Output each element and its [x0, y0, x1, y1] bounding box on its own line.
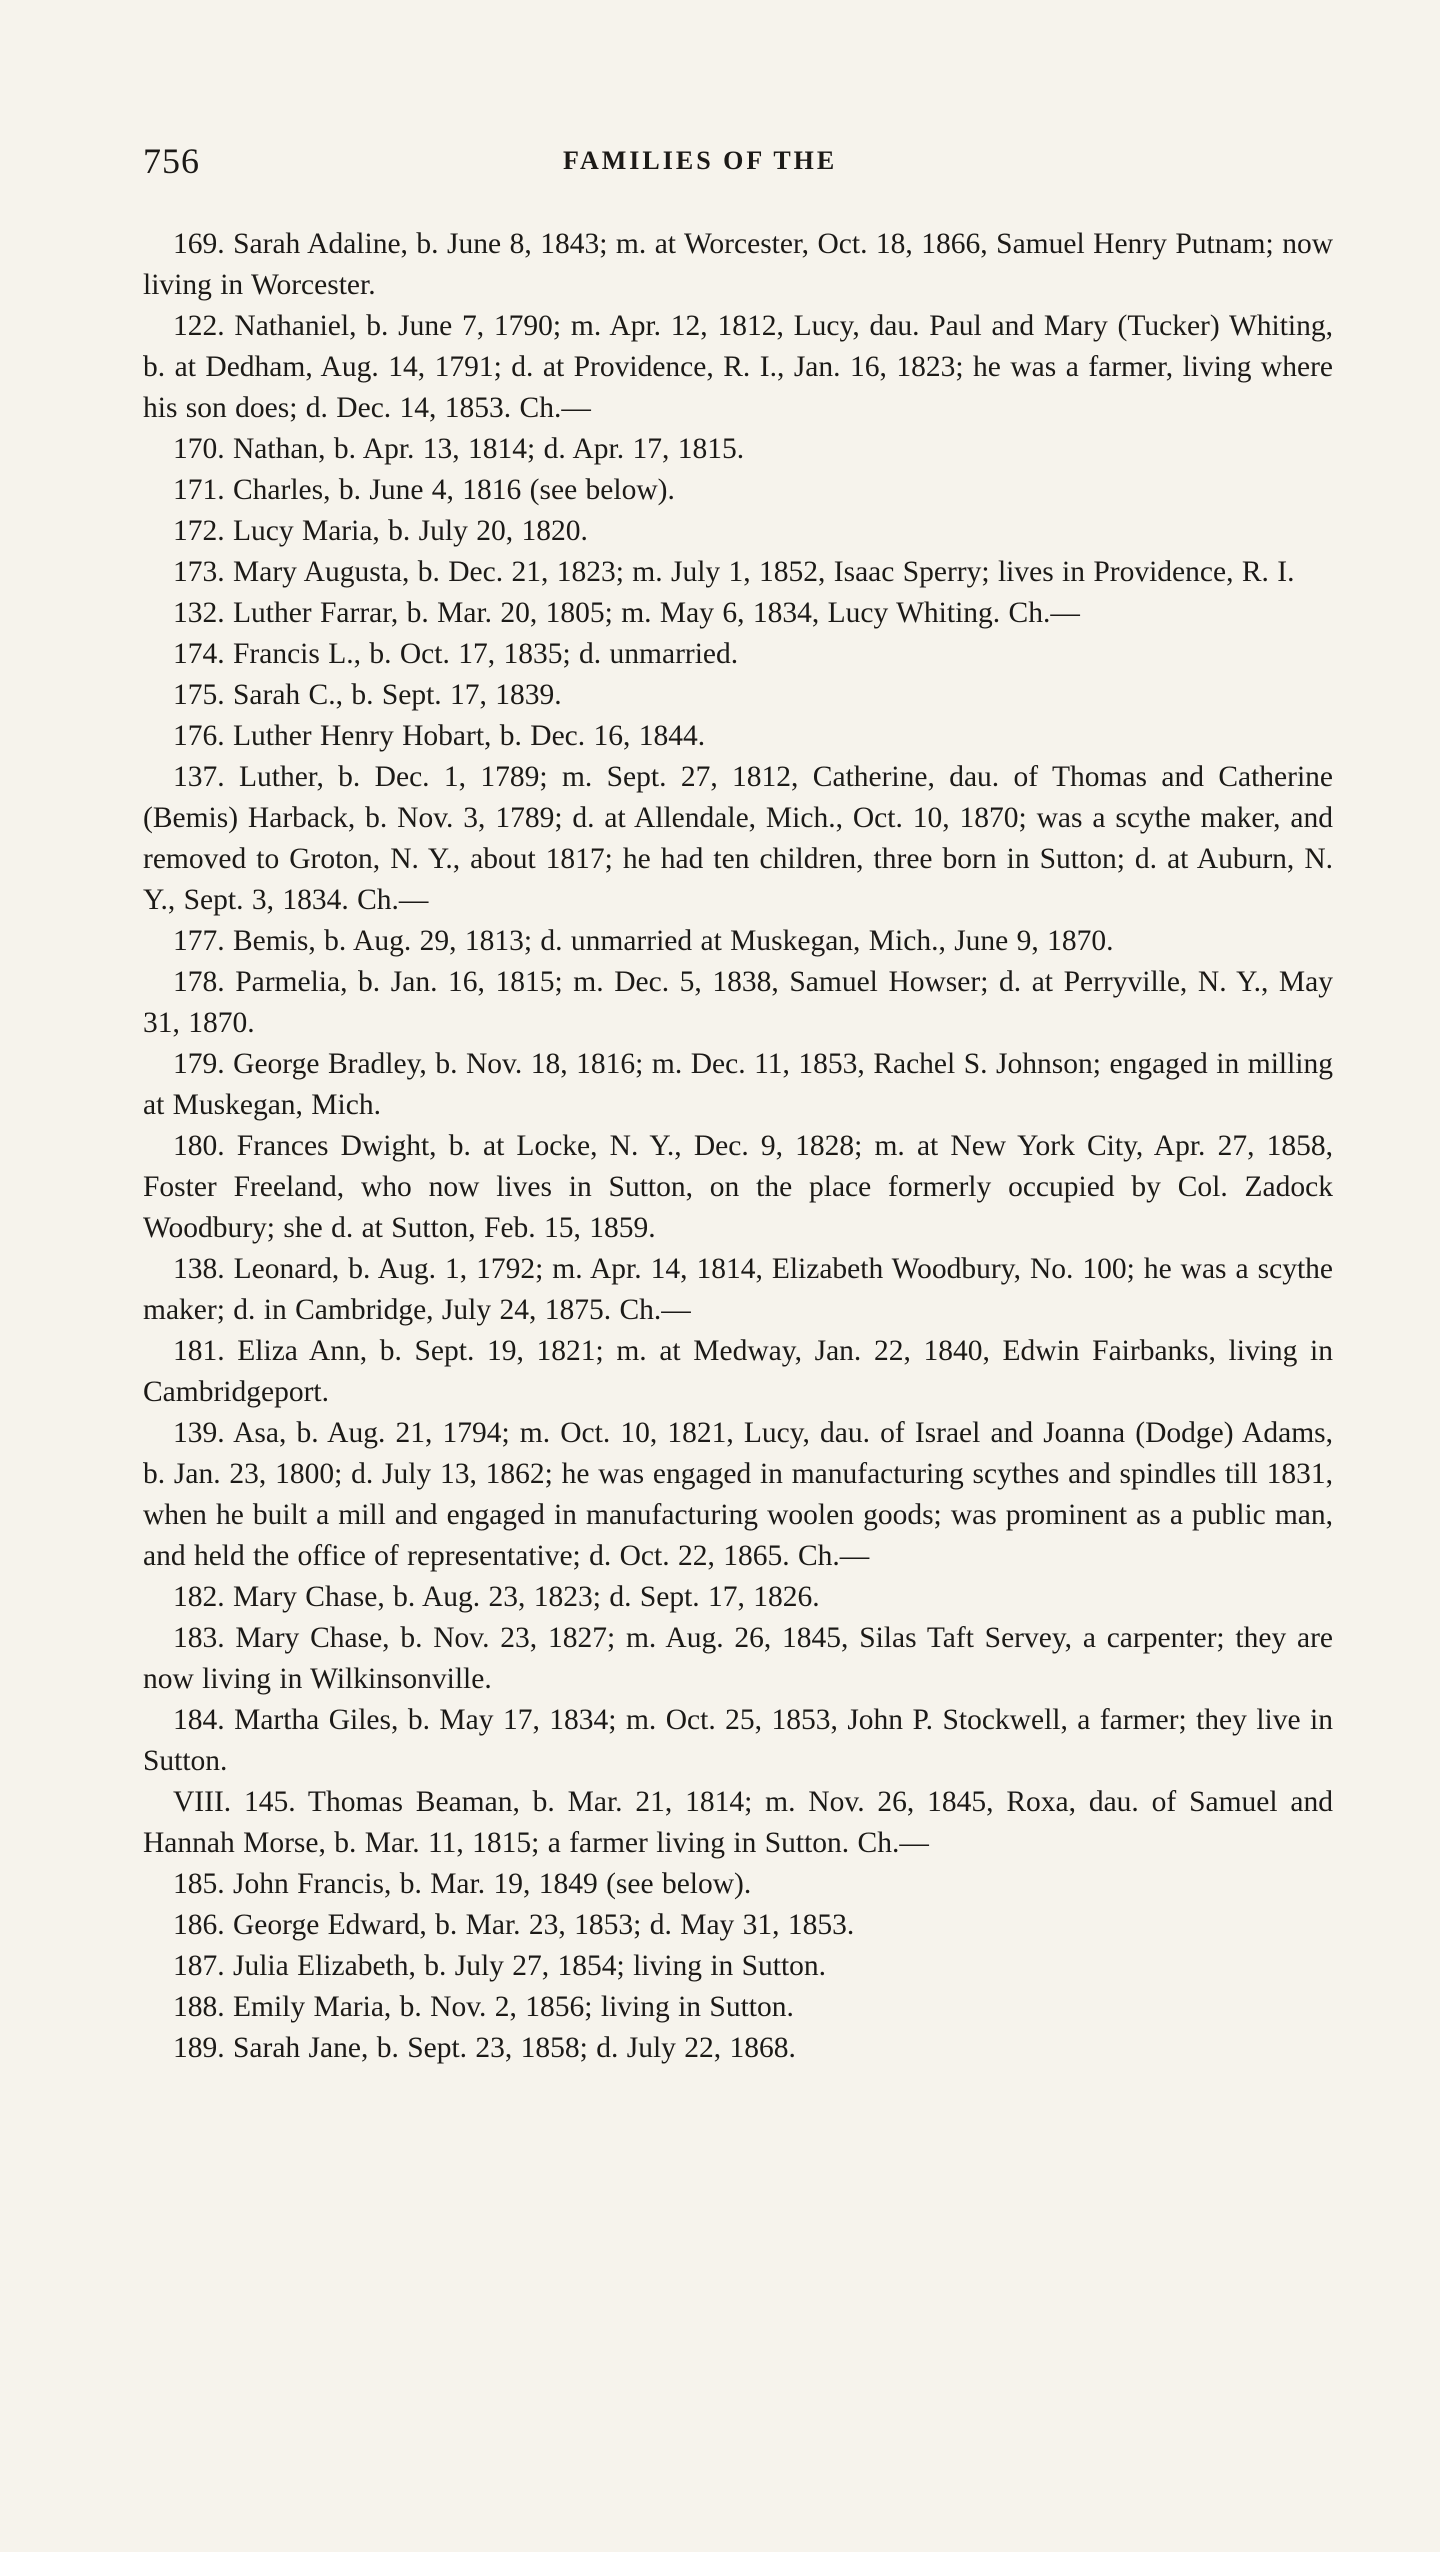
genealogy-entry: 189. Sarah Jane, b. Sept. 23, 1858; d. July 22, 1868. [173, 2032, 796, 2064]
genealogy-entry: 122. Nathaniel, b. June 7, 1790; m. Apr. 12, 1812, Lucy, dau. Paul and Mary (Tucker) Whiting, b. at Dedham, Aug. 14, 1791; d. at Providence, R. I., Jan. 16, 1823; he was a farmer, living where his son does; d. Dec. 14, 1853. Ch.— [143, 310, 1333, 424]
genealogy-entry: 183. Mary Chase, b. Nov. 23, 1827; m. Aug. 26, 1845, Silas Taft Servey, a carpenter; they are now living in Wilkinsonville. [143, 1622, 1333, 1695]
genealogy-entry: 186. George Edward, b. Mar. 23, 1853; d. May 31, 1853. [173, 1909, 855, 1941]
genealogy-entry: 180. Frances Dwight, b. at Locke, N. Y., Dec. 9, 1828; m. at New York City, Apr. 27, 1858, Foster Freeland, who now lives in Sutton, on the place formerly occupied by Col. Zadock Woodbury; she d. at Sutton, Feb. 15, 1859. [143, 1130, 1333, 1244]
genealogy-entry: 132. Luther Farrar, b. Mar. 20, 1805; m. May 6, 1834, Lucy Whiting. Ch.— [173, 597, 1080, 629]
genealogy-entry: 182. Mary Chase, b. Aug. 23, 1823; d. Sept. 17, 1826. [173, 1581, 820, 1613]
genealogy-entry: 176. Luther Henry Hobart, b. Dec. 16, 1844. [173, 720, 706, 752]
genealogy-entry: 177. Bemis, b. Aug. 29, 1813; d. unmarried at Muskegan, Mich., June 9, 1870. [173, 925, 1114, 957]
running-head: FAMILIES OF THE [563, 146, 838, 175]
genealogy-entry: 139. Asa, b. Aug. 21, 1794; m. Oct. 10, 1821, Lucy, dau. of Israel and Joanna (Dodge) Adams, b. Jan. 23, 1800; d. July 13, 1862; he was engaged in manufacturing scythes and spindles till 1831, when he built a mill and engaged in manufacturing woolen goods; was prominent as a public man, and held the office of representative; d. Oct. 22, 1865. Ch.— [143, 1417, 1333, 1572]
genealogy-entry: 178. Parmelia, b. Jan. 16, 1815; m. Dec. 5, 1838, Samuel Howser; d. at Perryville, N. Y., May 31, 1870. [143, 966, 1333, 1039]
genealogy-entry: 187. Julia Elizabeth, b. July 27, 1854; living in Sutton. [173, 1950, 827, 1982]
page-body [143, 224, 1333, 2069]
genealogy-entry: 172. Lucy Maria, b. July 20, 1820. [173, 515, 588, 547]
genealogy-entry: 173. Mary Augusta, b. Dec. 21, 1823; m. July 1, 1852, Isaac Sperry; lives in Providence, R. I. [173, 556, 1295, 588]
genealogy-entry: 185. John Francis, b. Mar. 19, 1849 (see below). [173, 1868, 752, 1900]
genealogy-entry: 188. Emily Maria, b. Nov. 2, 1856; living in Sutton. [173, 1991, 794, 2023]
page-header [143, 140, 1330, 184]
genealogy-entry: 138. Leonard, b. Aug. 1, 1792; m. Apr. 14, 1814, Elizabeth Woodbury, No. 100; he was a scythe maker; d. in Cambridge, July 24, 1875. Ch.— [143, 1253, 1333, 1326]
genealogy-entry: VIII. 145. Thomas Beaman, b. Mar. 21, 1814; m. Nov. 26, 1845, Roxa, dau. of Samuel and Hannah Morse, b. Mar. 11, 1815; a farmer living in Sutton. Ch.— [143, 1786, 1333, 1859]
genealogy-entry: 184. Martha Giles, b. May 17, 1834; m. Oct. 25, 1853, John P. Stockwell, a farmer; they live in Sutton. [143, 1704, 1333, 1777]
page-number: 756 [143, 141, 200, 181]
genealogy-entry: 181. Eliza Ann, b. Sept. 19, 1821; m. at Medway, Jan. 22, 1840, Edwin Fairbanks, living in Cambridgeport. [143, 1335, 1333, 1408]
genealogy-entry: 179. George Bradley, b. Nov. 18, 1816; m. Dec. 11, 1853, Rachel S. Johnson; engaged in milling at Muskegan, Mich. [143, 1048, 1333, 1121]
genealogy-entry: 137. Luther, b. Dec. 1, 1789; m. Sept. 27, 1812, Catherine, dau. of Thomas and Catherine (Bemis) Harback, b. Nov. 3, 1789; d. at Allendale, Mich., Oct. 10, 1870; was a scythe maker, and removed to Groton, N. Y., about 1817; he had ten children, three born in Sutton; d. at Auburn, N. Y., Sept. 3, 1834. Ch.— [143, 761, 1333, 916]
genealogy-entry: 169. Sarah Adaline, b. June 8, 1843; m. at Worcester, Oct. 18, 1866, Samuel Henry Putnam; now living in Worcester. [143, 228, 1333, 301]
genealogy-entry: 171. Charles, b. June 4, 1816 (see below). [173, 474, 675, 506]
genealogy-entry: 170. Nathan, b. Apr. 13, 1814; d. Apr. 17, 1815. [173, 433, 745, 465]
genealogy-entry: 174. Francis L., b. Oct. 17, 1835; d. unmarried. [173, 638, 739, 670]
genealogy-entry: 175. Sarah C., b. Sept. 17, 1839. [173, 679, 562, 711]
